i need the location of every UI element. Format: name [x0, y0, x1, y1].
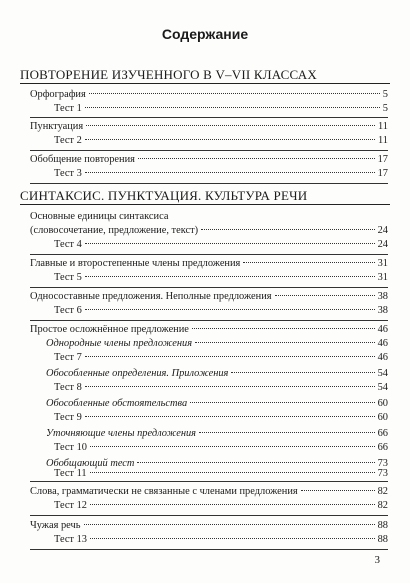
- dot-leader: [301, 490, 375, 491]
- toc-entry-page: 54: [377, 382, 388, 393]
- dot-leader: [86, 125, 375, 126]
- toc-group-reported-speech: [30, 516, 388, 550]
- toc-entry-page: 24: [377, 239, 388, 250]
- toc-entry-page: 46: [377, 338, 388, 349]
- toc-entry-label: Тест 13: [54, 534, 87, 545]
- toc-entry[interactable]: [30, 153, 388, 167]
- toc-entry[interactable]: [54, 411, 388, 425]
- toc-entry-label: Однородные члены предложения: [46, 338, 193, 349]
- toc-entry-page: 66: [377, 442, 388, 453]
- toc-group-syntax-units: [30, 208, 388, 255]
- dot-leader: [85, 276, 375, 277]
- toc-entry[interactable]: [30, 290, 388, 304]
- toc-entry-page: 38: [377, 305, 388, 316]
- toc-entry[interactable]: [54, 102, 388, 116]
- toc-entry-label: Обособленные определения. Приложения: [46, 368, 229, 379]
- toc-entry[interactable]: [54, 351, 388, 365]
- toc-entry[interactable]: [54, 441, 388, 455]
- dot-leader: [199, 432, 375, 433]
- toc-entry-page: 88: [377, 534, 388, 545]
- dot-leader: [90, 504, 375, 505]
- toc-entry-page: 66: [377, 428, 388, 439]
- toc-group-unrelated-words: [30, 482, 388, 516]
- toc-entry-page: 82: [377, 486, 388, 497]
- toc-entry-label: Слова, грамматически не связанные с членами предложения: [30, 486, 298, 497]
- dot-leader: [85, 139, 375, 140]
- dot-leader: [201, 229, 375, 230]
- toc-entry-label: Тест 12: [54, 500, 87, 511]
- toc-entry-label: Чужая речь: [30, 520, 81, 531]
- toc-entry-label: Тест 11: [54, 468, 87, 479]
- dot-leader: [85, 107, 380, 108]
- toc-entry[interactable]: [54, 467, 388, 481]
- toc-entry-page: 46: [377, 324, 388, 335]
- toc-entry-page: 31: [377, 258, 388, 269]
- dot-leader: [231, 372, 374, 373]
- toc-entry[interactable]: [30, 323, 388, 337]
- toc-entry-page: 73: [377, 458, 388, 469]
- toc-group-one-part: [30, 288, 388, 321]
- toc-entry-label: Орфография: [30, 89, 86, 100]
- toc-entry-label: Тест 8: [54, 382, 82, 393]
- toc-entry[interactable]: [54, 167, 388, 181]
- section-heading-syntax: СИНТАКСИС. ПУНКТУАЦИЯ. КУЛЬТУРА РЕЧИ: [20, 188, 308, 203]
- dot-leader: [90, 538, 375, 539]
- dot-leader: [85, 309, 375, 310]
- dot-leader: [85, 416, 375, 417]
- section-rule: [20, 83, 390, 84]
- toc-entry-label: Тест 7: [54, 352, 82, 363]
- toc-entry-label: Пунктуация: [30, 121, 84, 132]
- dot-leader: [243, 262, 374, 263]
- toc-group-summary: [30, 151, 388, 184]
- toc-entry-page: 24: [377, 225, 388, 236]
- toc-entry-label: Обобщающий тест: [46, 458, 135, 469]
- toc-entry-label: Главные и второстепенные члены предложения: [30, 258, 241, 269]
- toc-entry[interactable]: [46, 397, 388, 411]
- dot-leader: [137, 462, 374, 463]
- toc-entry-page: 60: [377, 398, 388, 409]
- dot-leader: [90, 472, 375, 473]
- toc-entry[interactable]: [54, 271, 388, 285]
- toc-entry[interactable]: [30, 120, 388, 134]
- dot-leader: [84, 524, 375, 525]
- toc-entry-page: 88: [377, 520, 388, 531]
- toc-group-orthography: [30, 87, 388, 118]
- toc-entry[interactable]: [30, 257, 388, 271]
- dot-leader: [89, 93, 380, 94]
- dot-leader: [195, 342, 375, 343]
- toc-entry-page: 73: [377, 468, 388, 479]
- dot-leader: [85, 386, 375, 387]
- toc-entry-label: Тест 1: [54, 103, 82, 114]
- page-number: 3: [374, 554, 380, 566]
- toc-entry-page: 60: [377, 412, 388, 423]
- section-rule: [20, 204, 390, 205]
- dot-leader: [190, 402, 374, 403]
- toc-entry-page: 17: [377, 168, 388, 179]
- toc-entry-label: Обобщение повторения: [30, 154, 135, 165]
- section-heading-review: ПОВТОРЕНИЕ ИЗУЧЕННОГО В V–VII КЛАССАХ: [20, 67, 317, 82]
- toc-entry-label: (словосочетание, предложение, текст): [30, 225, 199, 236]
- toc-entry-label: Обособленные обстоятельства: [46, 398, 188, 409]
- toc-entry-page: 46: [377, 352, 388, 363]
- toc-entry-page: 38: [377, 291, 388, 302]
- toc-entry[interactable]: [54, 304, 388, 318]
- toc-entry-page: 11: [377, 135, 388, 146]
- toc-entry-label: Уточняющие члены предложения: [46, 428, 196, 439]
- dot-leader: [192, 328, 375, 329]
- toc-entry-label[interactable]: Основные единицы синтаксиса: [30, 211, 169, 222]
- toc-entry-page: 5: [382, 89, 388, 100]
- toc-group-punctuation: [30, 118, 388, 151]
- dot-leader: [90, 446, 375, 447]
- dot-leader: [138, 158, 375, 159]
- toc-entry-label: Тест 6: [54, 305, 82, 316]
- toc-entry[interactable]: [30, 224, 388, 238]
- toc-entry-page: 5: [382, 103, 388, 114]
- toc-entry[interactable]: [30, 519, 388, 533]
- toc-entry-page: 54: [377, 368, 388, 379]
- toc-entry-label: Тест 3: [54, 168, 82, 179]
- toc-entry-label: Односоставные предложения. Неполные предложения: [30, 291, 272, 302]
- page-title: Содержание: [161, 26, 249, 42]
- dot-leader: [85, 172, 375, 173]
- toc-entry-label: Тест 4: [54, 239, 82, 250]
- toc-entry[interactable]: [46, 337, 388, 351]
- toc-group-sentence-members: [30, 255, 388, 288]
- dot-leader: [275, 295, 375, 296]
- toc-entry-label: Простое осложнённое предложение: [30, 324, 189, 335]
- toc-entry-page: 82: [377, 500, 388, 511]
- toc-entry-page: 11: [377, 121, 388, 132]
- toc-entry[interactable]: [54, 238, 388, 252]
- dot-leader: [85, 356, 375, 357]
- toc-entry[interactable]: [30, 485, 388, 499]
- toc-entry[interactable]: [54, 381, 388, 395]
- toc-entry[interactable]: [54, 134, 388, 148]
- toc-entry-page: 17: [377, 154, 388, 165]
- toc-entry-label: Тест 2: [54, 135, 82, 146]
- toc-entry-page: 31: [377, 272, 388, 283]
- toc-entry[interactable]: [54, 499, 388, 513]
- toc-entry[interactable]: [54, 533, 388, 547]
- toc-entry-label: Тест 9: [54, 412, 82, 423]
- toc-group-complicated: [30, 321, 388, 482]
- toc-entry[interactable]: [30, 88, 388, 102]
- toc-entry[interactable]: [46, 367, 388, 381]
- toc-entry-label: Тест 5: [54, 272, 82, 283]
- dot-leader: [85, 243, 375, 244]
- toc-entry[interactable]: [46, 427, 388, 441]
- toc-entry-label: Тест 10: [54, 442, 87, 453]
